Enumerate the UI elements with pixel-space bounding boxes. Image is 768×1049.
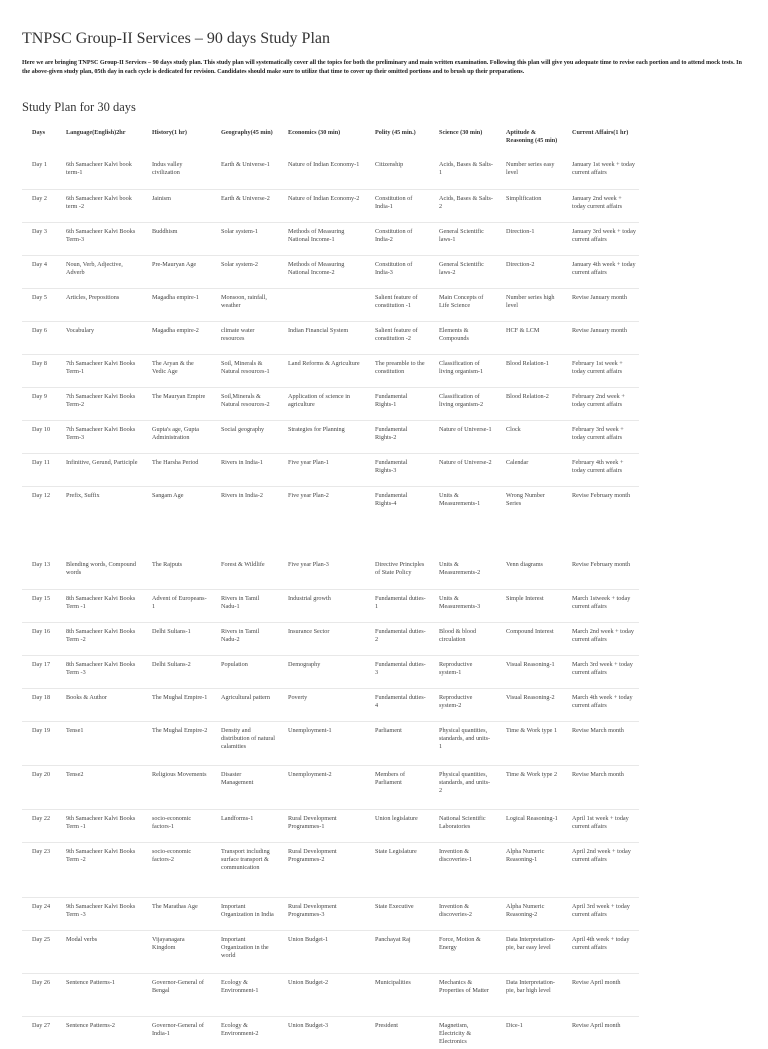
table-cell: Ecology & Environment-2 <box>221 1021 259 1037</box>
table-cell: 8th Samacheer Kalvi Books Term -3 <box>66 660 136 676</box>
table-cell: Day 5 <box>32 293 47 301</box>
table-cell: Directive Principles of State Policy <box>375 561 425 577</box>
table-cell: Alpha Numeric Reasoning-2 <box>506 902 545 918</box>
table-cell: Magadha empire-1 <box>152 293 199 301</box>
table-cell: 7th Samacheer Kalvi Books Term-2 <box>66 392 136 408</box>
table-cell: Day 18 <box>32 693 51 701</box>
table-cell: Blood Relation-2 <box>506 392 549 400</box>
table-cell: Revise April month <box>572 978 621 986</box>
table-cell: Revise January month <box>572 293 627 301</box>
table-cell: Prefix, Suffix <box>66 491 100 499</box>
table-cell: April 1st week + today current affairs <box>572 814 629 830</box>
table-cell: Union Budget-1 <box>288 935 329 943</box>
table-cell: Day 26 <box>32 978 51 986</box>
table-cell: February 3rd week + today current affairs <box>572 425 624 441</box>
table-cell: Day 11 <box>32 458 50 466</box>
table-cell: Day 19 <box>32 726 51 734</box>
table-row <box>22 156 639 189</box>
table-cell: Noun, Verb, Adjective, Adverb <box>66 260 123 276</box>
table-cell: Municipalities <box>375 978 411 986</box>
table-cell: Fundamental Rights-2 <box>375 425 408 441</box>
table-cell: Day 1 <box>32 161 47 168</box>
table-cell: Panchayat Raj <box>375 935 411 943</box>
table-cell <box>278 288 365 321</box>
table-cell: January 1st week + today current affairs <box>572 161 635 177</box>
table-cell: Day 20 <box>32 770 51 778</box>
table-row <box>22 321 639 354</box>
table-cell: Elements & Compounds <box>439 326 469 342</box>
table-cell: Revise March month <box>572 770 624 778</box>
table-row <box>22 189 639 222</box>
table-cell: Buddhism <box>152 227 178 235</box>
table-cell: Ecology & Environment-1 <box>221 978 259 994</box>
table-cell: Insurance Sector <box>288 627 330 635</box>
table-cell: Important Organization in the world <box>221 935 269 959</box>
table-cell: The Aryan & the Vedic Age <box>152 359 194 375</box>
header-geography: Geography(45 min) <box>221 129 273 136</box>
table-cell: The Marathas Age <box>152 902 198 910</box>
table-cell: Reproductive system-2 <box>439 693 473 709</box>
table-cell: Articles, Prepositions <box>66 293 120 301</box>
table-cell: Day 4 <box>32 260 47 268</box>
table-cell: Earth & Universe-1 <box>221 161 270 168</box>
table-cell: Day 8 <box>32 359 47 367</box>
table-cell: Union Budget-2 <box>288 978 329 986</box>
table-cell: Gupta's age, Gupta Administration <box>152 425 199 441</box>
table-cell: Rural Development Programmes-2 <box>288 847 337 863</box>
table-cell: February 2nd week + today current affairs <box>572 392 625 408</box>
header-days: Days <box>32 129 46 136</box>
table-cell: State Legislature <box>375 847 417 855</box>
table-cell: Clock <box>506 425 521 433</box>
table-cell: Day 22 <box>32 814 51 822</box>
table-cell: Physical quantities, standards, and units-2 <box>439 770 491 794</box>
table-header-row <box>22 124 639 156</box>
table-cell: Population <box>221 660 248 668</box>
table-cell: Blood & blood circulation <box>439 627 477 643</box>
table-cell: Industrial growth <box>288 594 331 602</box>
table-cell: 7th Samacheer Kalvi Books Term-1 <box>66 359 136 375</box>
table-cell: Day 23 <box>32 847 51 855</box>
table-cell: Force, Motion & Energy <box>439 935 481 951</box>
table-cell: Day 2 <box>32 194 47 202</box>
table-cell: Day 13 <box>32 561 51 568</box>
table-cell: Number series high level <box>506 293 555 309</box>
table-cell: April 3rd week + today current affairs <box>572 902 630 918</box>
table-cell: 6th Samacheer Kalvi book term-1 <box>66 161 132 177</box>
table-cell: Time & Work type 1 <box>506 726 558 734</box>
table-cell: Governor-General of India-1 <box>152 1021 204 1037</box>
table-cell: Jainism <box>152 194 171 202</box>
table-cell: climate water resources <box>221 326 255 342</box>
table-cell: Transport including surface transport & communication <box>221 847 270 871</box>
table-row <box>22 655 639 688</box>
table-row <box>22 420 639 453</box>
table-cell: Forest & Wildlife <box>221 561 265 568</box>
table-cell: Union Budget-3 <box>288 1021 329 1029</box>
table-cell: Earth & Universe-2 <box>221 194 270 202</box>
table-cell: Rivers in India-2 <box>221 491 263 499</box>
table-cell: National Scientific Laboratories <box>439 814 486 830</box>
table-cell: Simplification <box>506 194 542 202</box>
table-cell: Day 12 <box>32 491 51 499</box>
table-cell: Day 3 <box>32 227 47 235</box>
table-cell: Unemployment-1 <box>288 726 332 734</box>
table-cell: Advent of Europeans-1 <box>152 594 207 610</box>
table-cell: General Scientific laws-2 <box>439 260 484 276</box>
table-cell: Constitution of India-3 <box>375 260 413 276</box>
table-cell: Physical quantities, standards, and units-1 <box>439 726 491 750</box>
table-cell: Vijayanagara Kingdom <box>152 935 185 951</box>
table-cell: The Mauryan Empire <box>152 392 206 400</box>
table-cell: 9th Samacheer Kalvi Books Term -3 <box>66 902 136 918</box>
table-cell: Pre-Mauryan Age <box>152 260 197 268</box>
table-cell: Blood Relation-1 <box>506 359 549 367</box>
table-row <box>22 288 639 321</box>
table-cell: Solar system-1 <box>221 227 258 235</box>
table-cell: April 2nd week + today current affairs <box>572 847 631 863</box>
table-cell: Fundamental duties-2 <box>375 627 426 643</box>
table-cell: Visual Reasoning-1 <box>506 660 555 668</box>
table-row <box>22 589 639 622</box>
table-cell: Classification of living organism-1 <box>439 359 484 375</box>
table-cell: January 4th week + today current affairs <box>572 260 636 276</box>
table-cell: Nature of Universe-1 <box>439 425 492 433</box>
table-cell: Acids, Bases & Salts-1 <box>439 161 493 177</box>
intro-paragraph: Here we are bringing TNPSC Group-II Services – 90 days study plan. This study plan will systematically cover all the topics for both the preliminary and main written examination. Following this plan will give you adequate time to revise each portion and to attend mock tests. In the above-given study plan, 05th day in each cycle is dedicated for revision. Candidates should make sure to utilize that time to cover up their omitted portions and to brush up their preparations. <box>22 59 742 76</box>
table-cell: 7th Samacheer Kalvi Books Term-3 <box>66 425 136 441</box>
table-cell: Logical Reasoning-1 <box>506 814 558 822</box>
table-cell: February 4th week + today current affairs <box>572 458 624 474</box>
table-row <box>22 622 639 655</box>
table-cell: Day 27 <box>32 1021 51 1029</box>
table-cell: Day 10 <box>32 425 51 433</box>
table-cell: March 1stweek + today current affairs <box>572 594 631 610</box>
table-cell: Day 25 <box>32 935 51 943</box>
table-cell: Magnetism, Electricity & Electronics <box>439 1021 472 1045</box>
table-row <box>22 897 639 930</box>
table-cell: Disaster Management <box>221 770 254 786</box>
table-row <box>22 556 639 589</box>
section-subtitle: Study Plan for 30 days <box>22 100 136 114</box>
table-cell: Day 24 <box>32 902 51 910</box>
table-cell: Indian Financial System <box>288 326 349 334</box>
table-cell: 6th Samacheer Kalvi book term -2 <box>66 194 132 210</box>
table-cell: Tense1 <box>66 726 84 734</box>
table-cell: April 4th week + today current affairs <box>572 935 630 951</box>
table-cell: Strategies for Planning <box>288 425 345 433</box>
table-cell: Main Concepts of Life Science <box>439 293 484 309</box>
table-cell: February 1st week + today current affairs <box>572 359 623 375</box>
table-cell: Day 15 <box>32 594 51 602</box>
table-cell: Rivers in Tamil Nadu-1 <box>221 594 260 610</box>
table-cell: Nature of Universe-2 <box>439 458 492 466</box>
table-cell: Wrong Number Series <box>506 491 545 507</box>
table-row <box>22 842 639 897</box>
table-cell: Demography <box>288 660 321 668</box>
table-cell: Constitution of India-1 <box>375 194 413 210</box>
table-cell: Rural Development Programmes-3 <box>288 902 337 918</box>
table-cell: Magadha empire-2 <box>152 326 199 334</box>
table-cell: Books & Author <box>66 693 107 701</box>
table-cell: Rural Development Programmes-1 <box>288 814 337 830</box>
table-cell: Land Reforms & Agriculture <box>288 359 360 367</box>
table-cell: socio-economic factors-1 <box>152 814 192 830</box>
table-cell: Reproductive system-1 <box>439 660 473 676</box>
table-cell: General Scientific laws-1 <box>439 227 484 243</box>
table-cell: Vocabulary <box>66 326 95 334</box>
table-row <box>22 973 639 1016</box>
table-cell: Simple Interest <box>506 594 544 602</box>
table-cell: State Executive <box>375 902 414 910</box>
table-cell: Day 6 <box>32 326 47 334</box>
table-cell: Unemployment-2 <box>288 770 332 778</box>
table-cell: Direction-1 <box>506 227 535 235</box>
table-cell: Methods of Measuring National Income-1 <box>288 227 345 243</box>
table-row <box>22 255 639 288</box>
table-cell: Infinitive, Gerund, Participle <box>66 458 138 466</box>
table-cell: Salient feature of constitution -1 <box>375 293 418 309</box>
table-cell: Number series easy level <box>506 161 555 177</box>
table-cell: March 2nd week + today current affairs <box>572 627 634 643</box>
table-cell: Invention & discoveries-2 <box>439 902 472 918</box>
table-cell: Fundamental Rights-1 <box>375 392 408 408</box>
table-cell: Indus valley civilization <box>152 161 183 177</box>
table-cell: Poverty <box>288 693 308 701</box>
table-cell: Fundamental duties-1 <box>375 594 426 610</box>
table-cell: January 3rd week + today current affairs <box>572 227 636 243</box>
table-cell: Social geography <box>221 425 265 433</box>
table-cell: Rivers in Tamil Nadu-2 <box>221 627 260 643</box>
table-cell: Data Interpretation-pie, bar high level <box>506 978 555 994</box>
table-cell: Governor-General of Bengal <box>152 978 204 994</box>
study-plan-table-part2 <box>22 556 639 1049</box>
table-cell: Five year Plan-2 <box>288 491 329 499</box>
table-cell: Rivers in India-1 <box>221 458 263 466</box>
header-aptitude: Aptitude & Reasoning (45 min) <box>506 129 558 145</box>
table-cell: Revise February month <box>572 491 631 499</box>
table-row <box>22 453 639 486</box>
table-cell: Five year Plan-1 <box>288 458 329 466</box>
table-cell: Sangam Age <box>152 491 184 499</box>
table-cell: March 4th week + today current affairs <box>572 693 633 709</box>
table-cell: Fundamental duties-3 <box>375 660 426 676</box>
table-cell: 8th Samacheer Kalvi Books Term -1 <box>66 594 136 610</box>
table-cell: March 3rd week + today current affairs <box>572 660 633 676</box>
table-cell: Visual Reasoning-2 <box>506 693 555 701</box>
table-cell: Delhi Sultans-1 <box>152 627 191 635</box>
table-row <box>22 1016 639 1049</box>
table-cell: Day 17 <box>32 660 51 668</box>
header-polity: Polity (45 min.) <box>375 129 416 136</box>
table-cell: Constitution of India-2 <box>375 227 413 243</box>
table-row <box>22 387 639 420</box>
table-cell: socio-economic factors-2 <box>152 847 192 863</box>
table-cell: Density and distribution of natural calamities <box>221 726 275 750</box>
table-cell: Blending words, Compound words <box>66 561 136 577</box>
table-cell: Mechanics & Properties of Matter <box>439 978 489 994</box>
table-row <box>22 765 639 809</box>
table-cell: Fundamental Rights-4 <box>375 491 408 507</box>
table-cell: Units & Measurements-1 <box>439 491 481 507</box>
table-cell: Landforms-1 <box>221 814 254 822</box>
header-economics: Economics (30 min) <box>288 129 341 136</box>
header-current-affairs: Current Affairs(1 hr) <box>572 129 629 136</box>
table-cell: Agricultural pattern <box>221 693 270 701</box>
table-cell: Invention & discoveries-1 <box>439 847 472 863</box>
table-cell: Methods of Measuring National Income-2 <box>288 260 345 276</box>
table-cell: Parliament <box>375 726 402 734</box>
table-cell: Classification of living organism-2 <box>439 392 484 408</box>
table-cell: 9th Samacheer Kalvi Books Term -1 <box>66 814 136 830</box>
header-history: History(1 hr) <box>152 129 187 136</box>
table-cell: The Mughal Empire-1 <box>152 693 208 701</box>
table-cell: The Mughal Empire-2 <box>152 726 208 734</box>
table-cell: Modal verbs <box>66 935 98 943</box>
table-cell: President <box>375 1021 399 1029</box>
table-row <box>22 486 639 521</box>
table-cell: 6th Samacheer Kalvi Books Term-3 <box>66 227 136 243</box>
table-cell: Calendar <box>506 458 529 466</box>
table-cell: Soil, Minerals & Natural resources-1 <box>221 359 270 375</box>
table-cell: Venn diagrams <box>506 561 543 568</box>
table-cell: The Rajputs <box>152 561 183 568</box>
table-cell: Application of science in agriculture <box>288 392 351 408</box>
table-cell: Acids, Bases & Salts-2 <box>439 194 493 210</box>
table-cell: Five year Plan-3 <box>288 561 329 568</box>
table-cell: Religious Movements <box>152 770 207 778</box>
table-cell: Units & Measurements-2 <box>439 561 481 577</box>
table-cell: Members of Parliament <box>375 770 406 786</box>
table-cell: The preamble to the constitution <box>375 359 425 375</box>
table-cell: Time & Work type 2 <box>506 770 558 778</box>
table-row <box>22 809 639 842</box>
table-cell: Sentence Patterns-1 <box>66 978 115 986</box>
study-plan-table-part1 <box>22 124 639 521</box>
table-cell: Nature of Indian Economy-1 <box>288 161 360 168</box>
table-cell: January 2nd week + today current affairs <box>572 194 623 210</box>
table-cell: Monsoon, rainfall, weather <box>221 293 267 309</box>
header-language: Language(English)2hr <box>66 129 126 136</box>
table-cell: Revise April month <box>572 1021 621 1029</box>
table-cell: 8th Samacheer Kalvi Books Term -2 <box>66 627 136 643</box>
table-cell: Salient feature of constitution -2 <box>375 326 418 342</box>
table-cell: Delhi Sultans-2 <box>152 660 191 668</box>
table-row <box>22 930 639 973</box>
table-cell: Fundamental Rights-3 <box>375 458 408 474</box>
table-cell: Solar system-2 <box>221 260 258 268</box>
table-cell: Union legislature <box>375 814 418 822</box>
table-cell: Soil,Minerals & Natural resources-2 <box>221 392 270 408</box>
table-row <box>22 354 639 387</box>
page-title: TNPSC Group-II Services – 90 days Study Plan <box>22 30 330 47</box>
table-cell: Nature of Indian Economy-2 <box>288 194 360 202</box>
table-cell: Data Interpretation-pie, bar easy level <box>506 935 555 951</box>
table-row <box>22 222 639 255</box>
table-cell: Fundamental duties-4 <box>375 693 426 709</box>
table-row <box>22 721 639 765</box>
table-cell: Revise March month <box>572 726 624 734</box>
table-cell: Alpha Numeric Reasoning-1 <box>506 847 545 863</box>
table-cell: Tense2 <box>66 770 84 778</box>
table-cell: 9th Samacheer Kalvi Books Term -2 <box>66 847 136 863</box>
header-science: Science (30 min) <box>439 129 483 136</box>
table-row <box>22 688 639 721</box>
table-cell: Compound Interest <box>506 627 554 635</box>
table-cell: Day 16 <box>32 627 51 635</box>
table-cell: Units & Measurements-3 <box>439 594 481 610</box>
table-cell: Revise February month <box>572 561 631 568</box>
table-cell: Sentence Patterns-2 <box>66 1021 115 1029</box>
table-cell: Day 9 <box>32 392 47 400</box>
table-cell: Important Organization in India <box>221 902 274 918</box>
table-cell: The Harsha Period <box>152 458 199 466</box>
table-cell: Direction-2 <box>506 260 535 268</box>
table-cell: Dice-1 <box>506 1021 523 1029</box>
table-cell: Citizenship <box>375 161 404 168</box>
table-cell: HCF & LCM <box>506 326 540 334</box>
table-cell: Revise January month <box>572 326 627 334</box>
